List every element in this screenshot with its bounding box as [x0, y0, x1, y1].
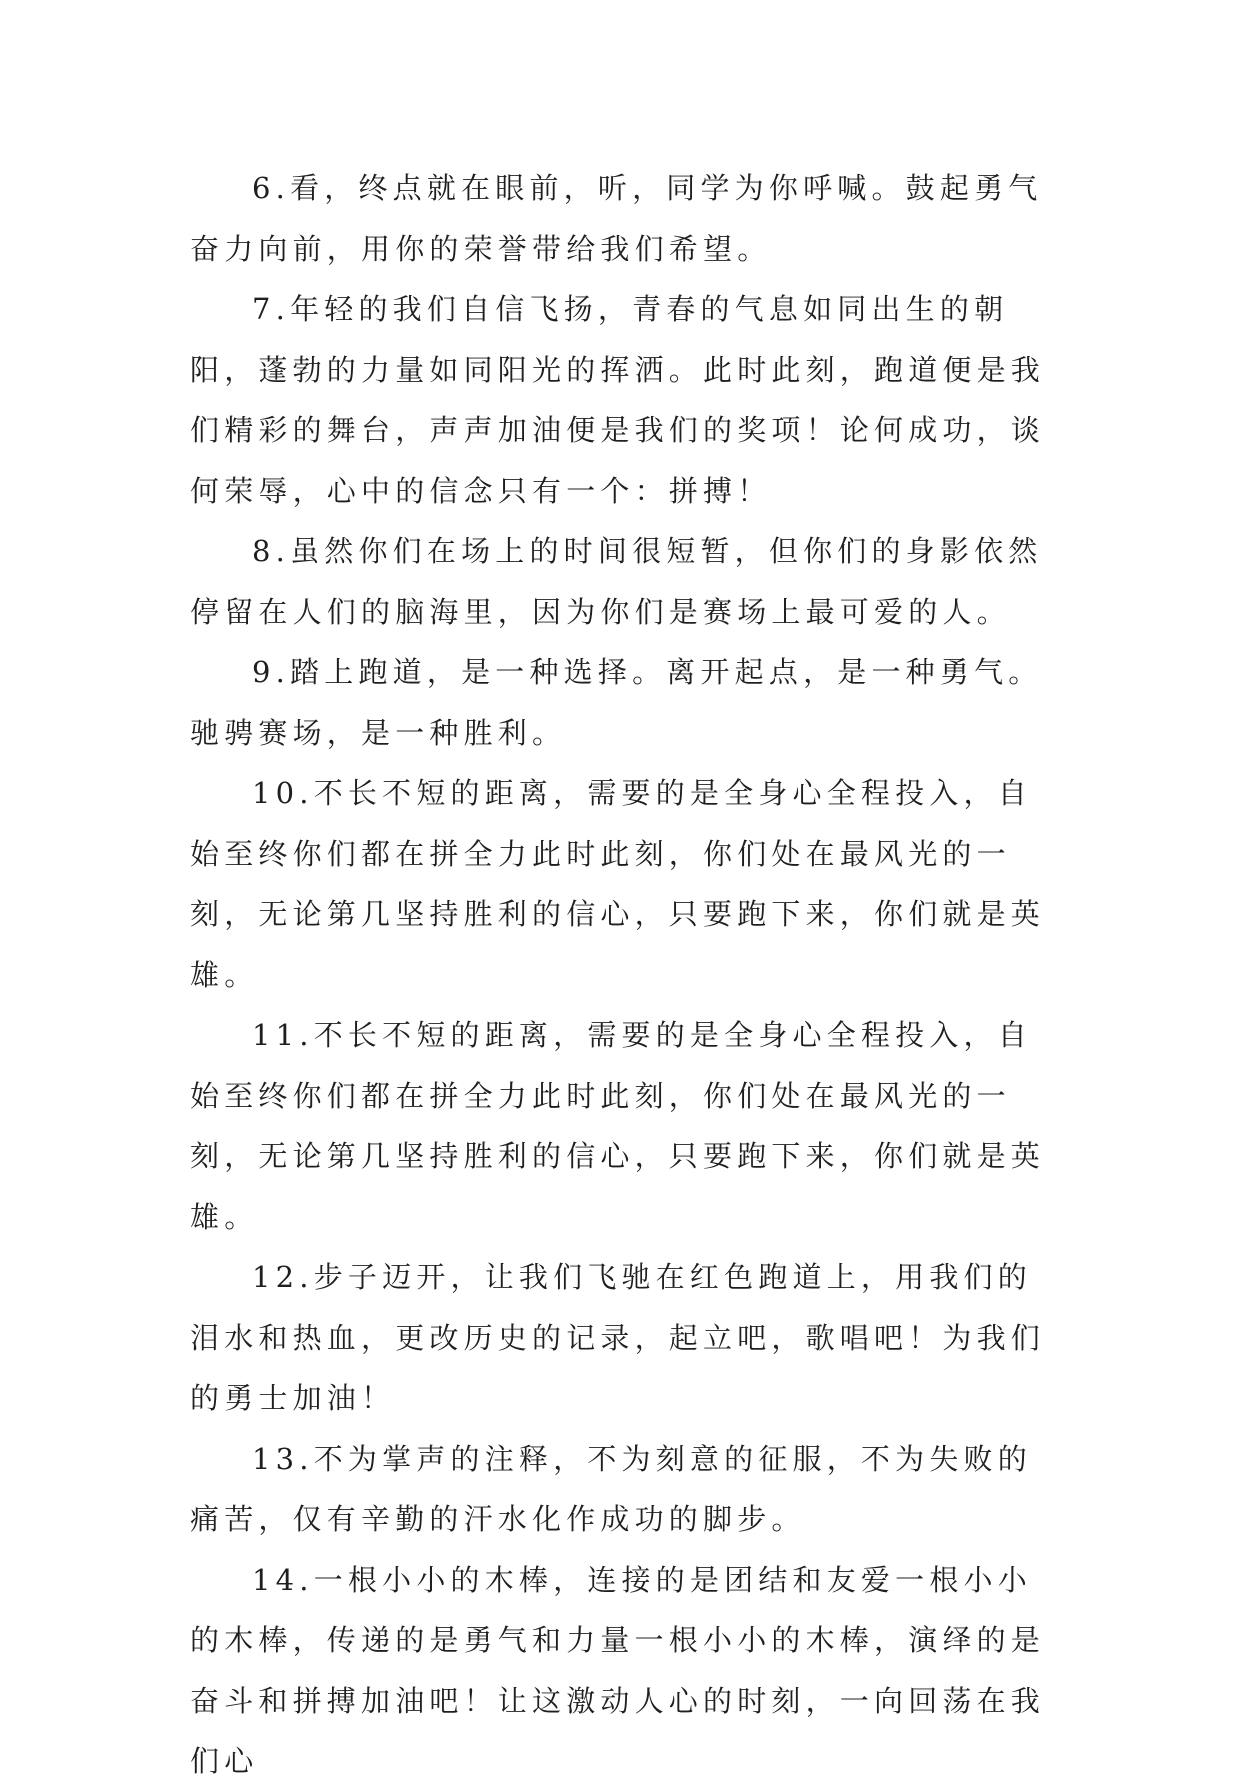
paragraph-12: 12.步子迈开，让我们飞驰在红色跑道上，用我们的泪水和热血，更改历史的记录，起立吧，歌唱吧！为我们的勇士加油！ — [190, 1260, 1046, 1415]
paragraph-9: 9.踏上跑道，是一种选择。离开起点，是一种勇气。驰骋赛场，是一种胜利。 — [190, 655, 1043, 750]
paragraph-14: 14.一根小小的木棒，连接的是团结和友爱一根小小的木棒，传递的是勇气和力量一根小小的木棒，演绎的是奋斗和拼搏加油吧！让这激动人心的时刻，一向回荡在我们心 — [190, 1562, 1046, 1778]
paragraph-7: 7.年轻的我们自信飞扬，青春的气息如同出生的朝阳，蓬勃的力量如同阳光的挥洒。此时此刻，跑道便是我们精彩的舞台，声声加油便是我们的奖项！论何成功，谈何荣辱，心中的信念只有一个：拼搏！ — [190, 292, 1046, 508]
paragraph-6: 6.看，终点就在眼前，听，同学为你呼喊。鼓起勇气奋力向前，用你的荣誉带给我们希望。 — [190, 171, 1043, 266]
paragraph-8: 8.虽然你们在场上的时间很短暂，但你们的身影依然停留在人们的脑海里，因为你们是赛场上最可爱的人。 — [190, 534, 1043, 629]
paragraph-13: 13.不为掌声的注释，不为刻意的征服，不为失败的痛苦，仅有辛勤的汗水化作成功的脚步。 — [190, 1441, 1032, 1536]
paragraph-10: 10.不长不短的距离，需要的是全身心全程投入，自始至终你们都在拼全力此时此刻，你们处在最风光的一刻，无论第几坚持胜利的信心，只要跑下来，你们就是英雄。 — [190, 776, 1046, 992]
paragraph-11: 11.不长不短的距离，需要的是全身心全程投入，自始至终你们都在拼全力此时此刻，你们处在最风光的一刻，无论第几坚持胜利的信心，只要跑下来，你们就是英雄。 — [190, 1018, 1046, 1234]
document-body — [190, 158, 1060, 1792]
